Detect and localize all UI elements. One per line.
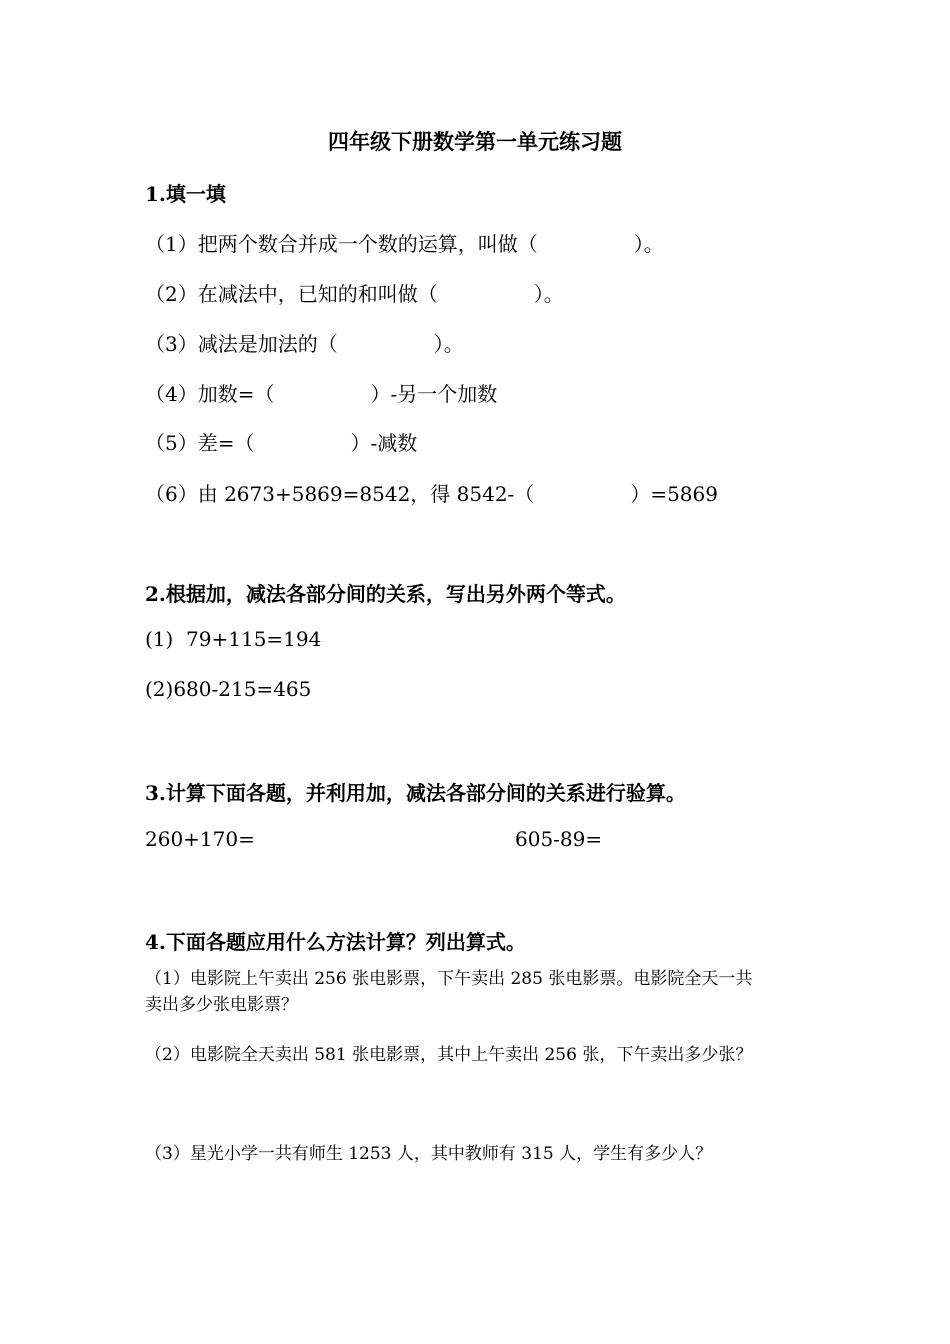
section-1-heading: 1.填一填 (145, 182, 226, 206)
fill-item-6-end: ）=5869 (630, 482, 718, 506)
equation-1: (1) 79+115=194 (145, 627, 322, 651)
fill-item-1-text: （1）把两个数合并成一个数的运算，叫做（ (145, 232, 538, 256)
fill-item-4-end: ）-另一个加数 (370, 382, 498, 406)
fill-item-5-text: （5）差=（ (145, 431, 255, 455)
fill-item-4-text: （4）加数=（ (145, 382, 275, 406)
fill-item-3-end: ）。 (433, 332, 464, 356)
fill-item-6-text: （6）由 2673+5869=8542，得 8542-（ (145, 482, 535, 506)
fill-item-2 (145, 278, 564, 307)
fill-item-2-end: ）。 (533, 282, 564, 306)
fill-item-2-text: （2）在减法中，已知的和叫做（ (145, 282, 438, 306)
fill-item-5 (145, 427, 417, 456)
fill-item-1-end: ）。 (633, 232, 664, 256)
page-title: 四年级下册数学第一单元练习题 (328, 129, 622, 154)
section-2-heading: 2.根据加，减法各部分间的关系，写出另外两个等式。 (145, 582, 626, 606)
fill-item-5-end: ）-减数 (350, 431, 418, 455)
fill-item-3 (145, 328, 464, 357)
calc-problem-left: 260+170= (145, 827, 255, 851)
fill-item-4 (145, 378, 497, 407)
word-problem-3: （3）星光小学一共有师生 1253 人，其中教师有 315 人，学生有多少人？ (145, 1144, 713, 1164)
equation-2: (2)680-215=465 (145, 677, 312, 701)
section-4-heading: 4.下面各题应用什么方法计算？列出算式。 (145, 930, 526, 954)
word-problem-1-line-2: 卖出多少张电影票？ (145, 995, 298, 1015)
calc-problem-right: 605-89= (515, 827, 603, 851)
word-problem-1-line-1: （1）电影院上午卖出 256 张电影票，下午卖出 285 张电影票。电影院全天一共 (145, 969, 753, 989)
fill-item-3-text: （3）减法是加法的（ (145, 332, 338, 356)
fill-item-1 (145, 228, 664, 257)
section-3-heading: 3.计算下面各题，并利用加，减法各部分间的关系进行验算。 (145, 781, 686, 805)
fill-item-6 (145, 478, 718, 507)
word-problem-2: （2）电影院全天卖出 581 张电影票，其中上午卖出 256 张，下午卖出多少张？ (145, 1045, 753, 1065)
